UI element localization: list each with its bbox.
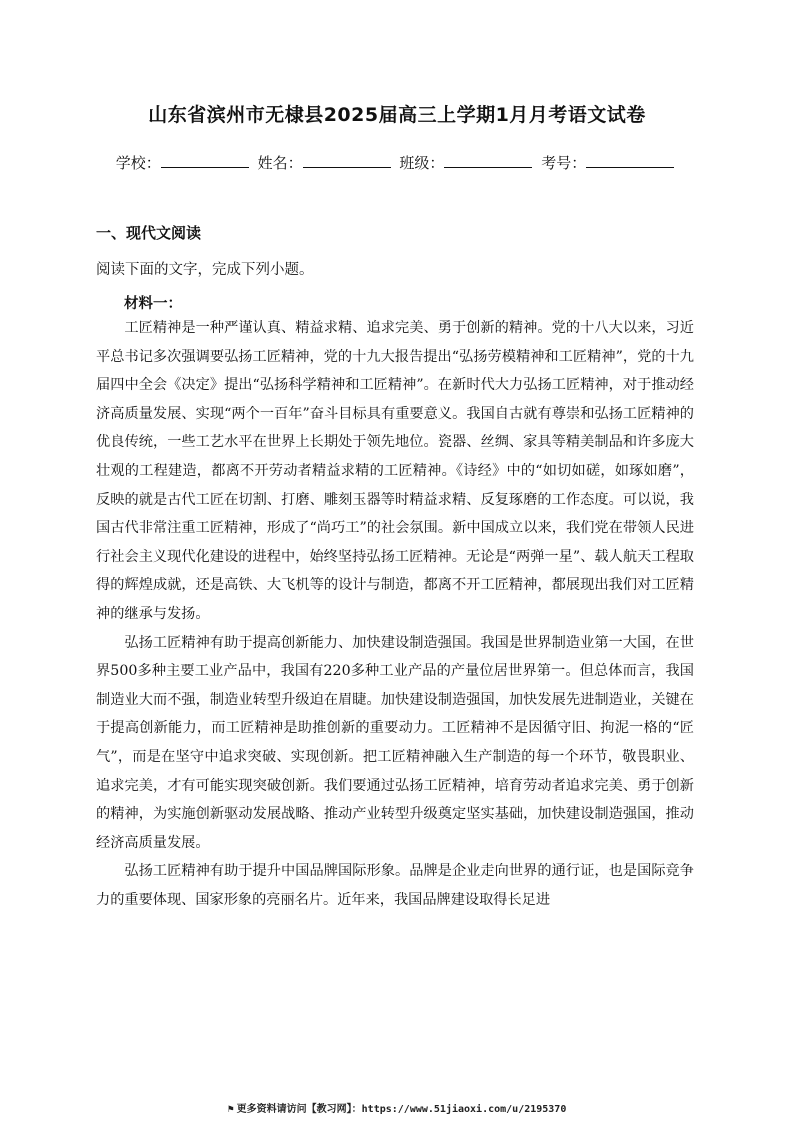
name-label: 姓名：: [257, 154, 303, 172]
school-blank[interactable]: [161, 153, 249, 168]
section-title: 一、现代文阅读: [96, 224, 202, 242]
exam-no-label: 考号：: [541, 154, 587, 172]
page-title: 山东省滨州市无棣县2025届高三上学期1月月考语文试卷: [148, 104, 646, 126]
footer[interactable]: [0, 1100, 794, 1115]
paragraph-2: 弘扬工匠精神有助于提高创新能力、加快建设制造强国。我国是世界制造业第一大国，在世界500多种主要工业产品中，我国有220多种工业产品的产量位居世界第一。但总体而言，我国制造业大而不强，制造业转型升级迫在眉睫。加快建设制造强国，加快发展先进制造业，关键在于提高创新能力，而工匠精神是助推创新的重要动力。工匠精神不是因循守旧、拘泥一格的“匠气”，而是在坚守中追求突破、实现创新。把工匠精神融入生产制造的每一个环节，敬畏职业、追求完美，才有可能实现突破创新。我们要通过弘扬工匠精神，培育劳动者追求完美、勇于创新的精神，为实施创新驱动发展战略、推动产业转型升级奠定坚实基础，加快建设制造强国，推动经济高质量发展。: [96, 634, 694, 851]
name-blank[interactable]: [303, 153, 391, 168]
reading-passage: [96, 314, 694, 914]
school-label: 学校：: [115, 154, 161, 172]
material-label: 材料一：: [124, 295, 182, 312]
paragraph-1: 工匠精神是一种严谨认真、精益求精、追求完美、勇于创新的精神。党的十八大以来，习近平总书记多次强调要弘扬工匠精神，党的十九大报告提出“弘扬劳模精神和工匠精神”，党的十九届四中全会《决定》提出“弘扬科学精神和工匠精神”。在新时代大力弘扬工匠精神，对于推动经济高质量发展、实现“两个一百年”奋斗目标具有重要意义。我国自古就有尊崇和弘扬工匠精神的优良传统，一些工艺水平在世界上长期处于领先地位。瓷器、丝绸、家具等精美制品和许多庞大壮观的工程建造，都离不开劳动者精益求精的工匠精神。《诗经》中的“如切如磋，如琢如磨”，反映的就是古代工匠在切割、打磨、雕刻玉器等时精益求精、反复琢磨的工作态度。可以说，我国古代非常注重工匠精神，形成了“尚巧工”的社会氛围。新中国成立以来，我们党在带领人民进行社会主义现代化建设的进程中，始终坚持弘扬工匠精神。无论是“两弹一星”、载人航天工程取得的辉煌成就，还是高铁、大飞机等的设计与制造，都离不开工匠精神，都展现出我们对工匠精神的继承与发扬。: [96, 320, 694, 622]
instruction-text: 阅读下面的文字，完成下列小题。: [96, 262, 314, 278]
class-label: 班级：: [399, 154, 445, 172]
student-info-line: [0, 152, 794, 173]
exam-no-blank[interactable]: [586, 153, 674, 168]
paragraph-3: 弘扬工匠精神有助于提升中国品牌国际形象。品牌是企业走向世界的通行证，也是国际竞争力的重要体现、国家形象的亮丽名片。近年来，我国品牌建设取得长足进: [96, 863, 694, 908]
flag-icon: ⚑: [227, 1104, 234, 1115]
class-blank[interactable]: [444, 153, 532, 168]
footer-text[interactable]: 更多资料请访问【教习网】：https://www.51jiaoxi.com/u/2195370: [236, 1104, 567, 1115]
